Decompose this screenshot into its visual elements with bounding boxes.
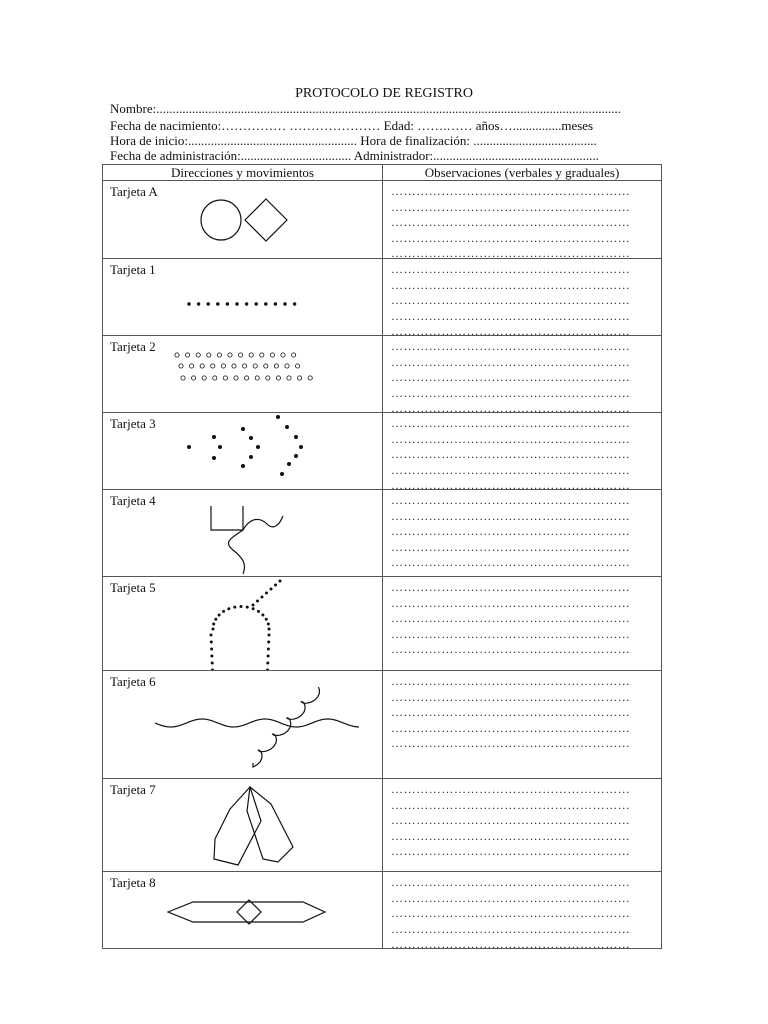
row-tarjeta-6 (103, 671, 661, 779)
observaciones-lines[interactable]: ………………………………………………… ………………………………………………… ………………………………………………… ………………………………………………… ………………………………………………… (391, 339, 631, 415)
figure-hexagon-diamond (103, 872, 382, 948)
administracion-field[interactable]: Fecha de administración:.................................. Administrador:................................................... (110, 148, 599, 163)
tarjeta-label: Tarjeta 2 (110, 339, 156, 354)
row-tarjeta-4 (103, 490, 661, 577)
figure-circle-rows (103, 336, 382, 412)
tarjeta-label: Tarjeta 7 (110, 782, 156, 797)
row-tarjeta-1 (103, 259, 661, 336)
observaciones-lines[interactable]: ………………………………………………… ………………………………………………… ………………………………………………… ………………………………………………… ………………………………………………… (391, 416, 631, 492)
row-tarjeta-5 (103, 577, 661, 671)
figure-dotted-arc (103, 577, 382, 670)
hora-field[interactable]: Hora de inicio:.................................................... Hora de finalización: ...................................... (110, 133, 597, 148)
observaciones-lines[interactable]: ………………………………………………… ………………………………………………… ………………………………………………… ………………………………………………… ………………………………………………… (391, 580, 631, 656)
observaciones-lines[interactable]: ………………………………………………… ………………………………………………… ………………………………………………… ………………………………………………… ………………………………………………… (391, 493, 631, 569)
tarjeta-label: Tarjeta 1 (110, 262, 156, 277)
registro-table (102, 164, 662, 949)
row-tarjeta-8 (103, 872, 661, 949)
fecha-nacimiento-field[interactable]: Fecha de nacimiento:…………… ………………… Edad: …….…… años…...............meses (110, 118, 594, 133)
observaciones-lines[interactable]: ………………………………………………… ………………………………………………… ………………………………………………… ………………………………………………… ………………………………………………… (391, 184, 631, 260)
page-title: PROTOCOLO DE REGISTRO (295, 86, 473, 101)
observaciones-lines[interactable]: ………………………………………………… ………………………………………………… ………………………………………………… ………………………………………………… ………………………………………………… (391, 262, 631, 338)
observaciones-lines[interactable]: ………………………………………………… ………………………………………………… ………………………………………………… ………………………………………………… ………………………………………………… (391, 674, 631, 750)
header-observaciones: Observaciones (verbales y graduales) (424, 165, 620, 180)
tarjeta-label: Tarjeta 6 (110, 674, 156, 689)
tarjeta-label: Tarjeta A (110, 184, 158, 199)
figure-overlapping-hexagons (103, 779, 382, 871)
tarjeta-label: Tarjeta 3 (110, 416, 156, 431)
observaciones-lines[interactable]: ………………………………………………… ………………………………………………… ………………………………………………… ………………………………………………… ………………………………………………… (391, 875, 631, 951)
header-direcciones: Direcciones y movimientos (171, 165, 314, 180)
row-tarjeta-7 (103, 779, 661, 872)
row-tarjeta-a (103, 181, 661, 259)
figure-fork-wave (103, 490, 382, 576)
tarjeta-label: Tarjeta 4 (110, 493, 156, 508)
tarjeta-label: Tarjeta 8 (110, 875, 156, 890)
figure-dot-arrows (103, 413, 382, 489)
figure-dotted-line (103, 259, 382, 335)
row-tarjeta-3 (103, 413, 661, 490)
nombre-field[interactable]: Nombre:............................................................................................................................................... (110, 101, 621, 116)
tarjeta-label: Tarjeta 5 (110, 580, 156, 595)
figure-crossing-waves (103, 671, 382, 778)
row-tarjeta-2 (103, 336, 661, 413)
figure-circle-diamond (103, 181, 382, 258)
observaciones-lines[interactable]: ………………………………………………… ………………………………………………… ………………………………………………… ………………………………………………… ………………………………………………… (391, 782, 631, 858)
